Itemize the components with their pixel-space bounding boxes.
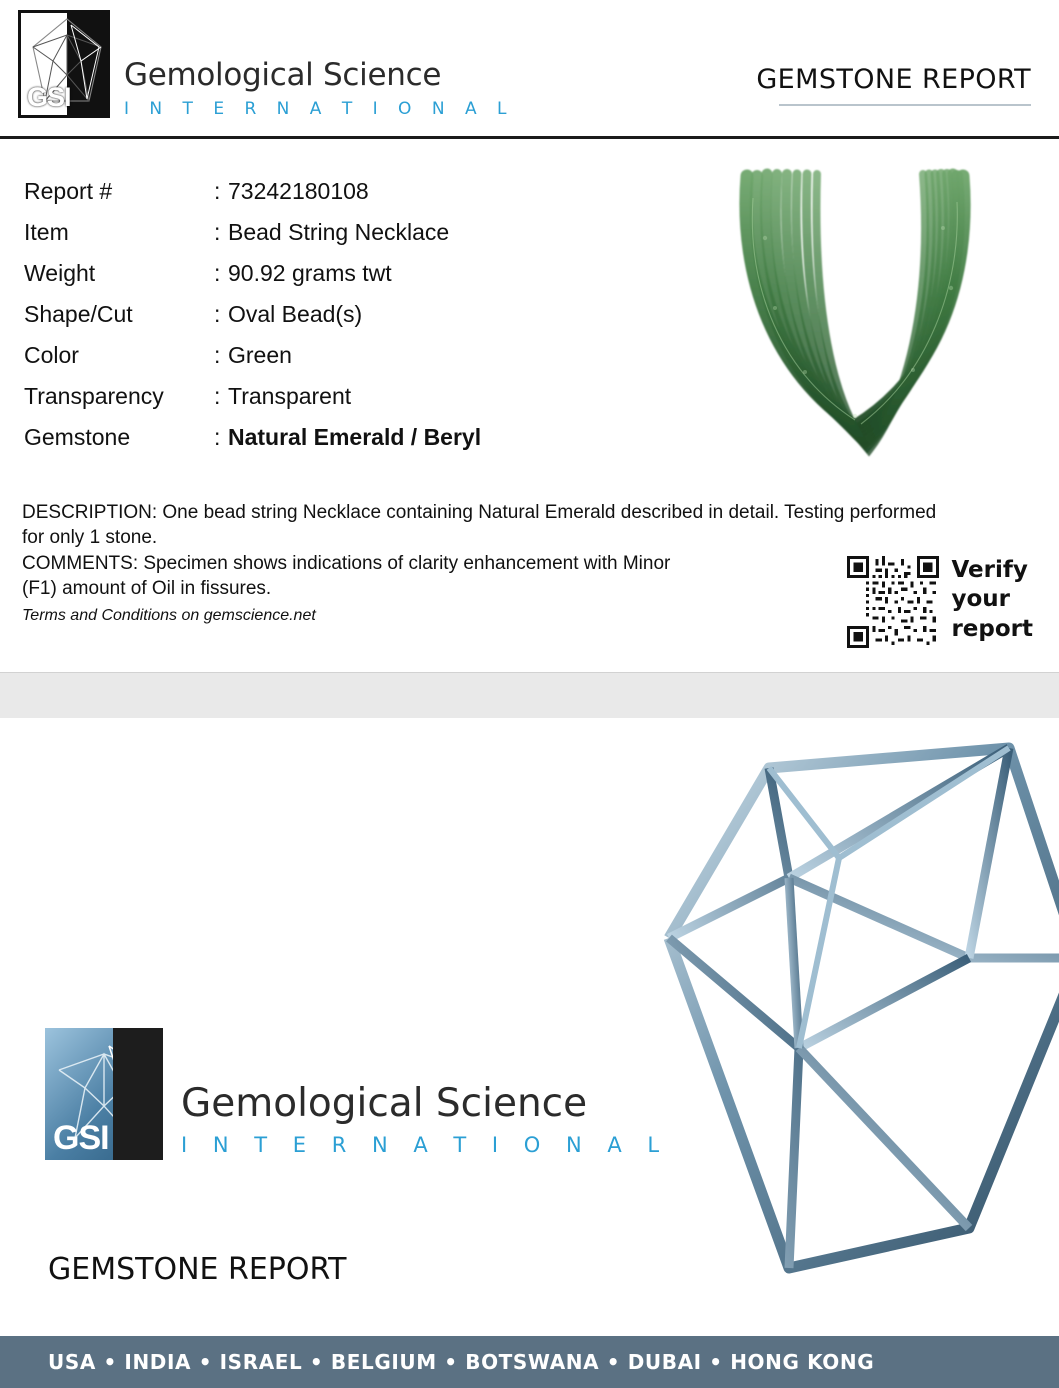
table-row xyxy=(24,383,664,424)
detail-colon: : xyxy=(214,342,221,368)
verify-report-block[interactable] xyxy=(847,556,1033,648)
verify-line-2: your xyxy=(951,586,1010,613)
gem-details-table xyxy=(24,178,664,465)
detail-value: Green xyxy=(228,342,292,368)
detail-value: Bead String Necklace xyxy=(228,219,450,245)
comments-line-1: COMMENTS: Specimen shows indications of clarity enhancement with Minor xyxy=(22,552,671,574)
large-diamond-graphic xyxy=(539,718,1059,1308)
table-row xyxy=(24,301,664,342)
detail-colon: : xyxy=(214,178,221,204)
detail-value: Natural Emerald / Beryl xyxy=(228,424,482,450)
qr-code-icon[interactable] xyxy=(847,556,939,648)
table-row xyxy=(24,178,664,219)
detail-colon: : xyxy=(214,260,221,286)
detail-label: Item xyxy=(24,219,69,245)
gsi-logo-mark-bottom xyxy=(45,1028,163,1160)
brand-title-bottom: Gemological Science xyxy=(181,1081,588,1126)
gsi-logo-abbr: GSI xyxy=(27,82,71,112)
logo-dark-half-bottom xyxy=(113,1028,163,1160)
comments-line-2: (F1) amount of Oil in fissures. xyxy=(22,578,272,600)
description-line-2: for only 1 stone. xyxy=(22,527,158,549)
detail-label: Shape/Cut xyxy=(24,301,133,327)
certificate-top-panel xyxy=(0,0,1059,672)
verify-label xyxy=(951,556,1033,644)
detail-label: Color xyxy=(24,342,79,368)
detail-value: Transparent xyxy=(228,383,352,409)
terms-and-conditions: Terms and Conditions on gemscience.net xyxy=(22,606,316,624)
gsi-logo-abbr-bottom: GSI xyxy=(53,1119,109,1157)
detail-colon: : xyxy=(214,301,221,327)
brand-subtitle-bottom: I N T E R N A T I O N A L xyxy=(181,1133,669,1157)
detail-label: Gemstone xyxy=(24,424,131,450)
gsi-logo xyxy=(18,10,514,119)
detail-value: Oval Bead(s) xyxy=(228,301,363,327)
table-row xyxy=(24,260,664,301)
footer-bar xyxy=(0,1336,1059,1388)
description-line-1: DESCRIPTION: One bead string Necklace containing Natural Emerald described in detail. Testing performed xyxy=(22,502,937,523)
gemstone-photo xyxy=(705,158,1035,478)
detail-value: 90.92 grams twt xyxy=(228,260,392,286)
gsi-logo-bottom xyxy=(45,1028,669,1160)
brand-title: Gemological Science xyxy=(124,57,442,93)
verify-line-1: Verify xyxy=(951,557,1028,583)
header-divider xyxy=(0,136,1059,139)
gsi-logo-wordmark xyxy=(124,57,514,119)
detail-label: Transparency xyxy=(24,383,164,409)
title-underline xyxy=(779,104,1031,106)
bottom-page-title: GEMSTONE REPORT xyxy=(48,1252,347,1287)
certificate-bottom-panel xyxy=(0,718,1059,1388)
detail-value: 73242180108 xyxy=(228,178,369,204)
detail-colon: : xyxy=(214,383,221,409)
brand-subtitle: I N T E R N A T I O N A L xyxy=(124,99,514,119)
detail-colon: : xyxy=(214,424,221,450)
gsi-wordmark-bottom xyxy=(181,1081,669,1157)
certificate-header xyxy=(0,0,1059,136)
footer-locations: USA • INDIA • ISRAEL • BELGIUM • BOTSWANA • DUBAI • HONG KONG xyxy=(48,1350,875,1374)
panel-separator xyxy=(0,672,1059,720)
description-block xyxy=(22,500,982,642)
table-row xyxy=(24,424,664,465)
detail-label: Report # xyxy=(24,178,113,204)
table-row xyxy=(24,219,664,260)
detail-label: Weight xyxy=(24,260,96,286)
verify-line-3: report xyxy=(951,615,1033,642)
gsi-logo-mark xyxy=(18,10,110,118)
detail-colon: : xyxy=(214,219,221,245)
page-title: GEMSTONE REPORT xyxy=(756,64,1031,95)
table-row xyxy=(24,342,664,383)
